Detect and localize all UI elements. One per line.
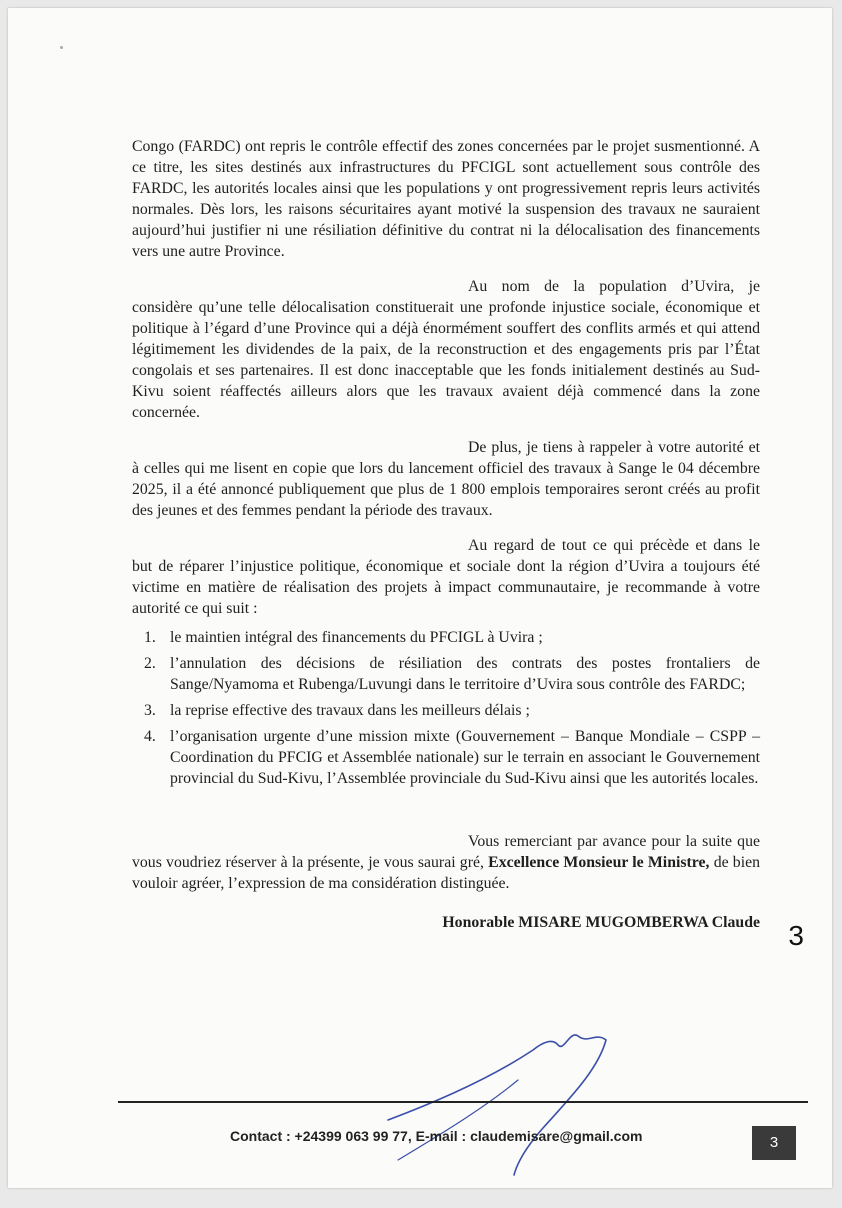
paragraph-employment: De plus, je tiens à rappeler à votre autorité et à celles qui me lisent en copie que lors du lancement officiel des travaux à Sange le 04 décembre 2025, il a été annoncé publiquement que plus de 1 800 emplois temporaires seront créés au profit des jeunes et des femmes pendant la période des travaux. xyxy=(132,439,760,519)
recommendation-list xyxy=(132,627,760,789)
list-item-text: la reprise effective des travaux dans les meilleurs délais ; xyxy=(170,702,530,719)
footer-divider xyxy=(118,1101,808,1103)
signer-name: Honorable MISARE MUGOMBERWA Claude xyxy=(442,914,760,931)
list-item-text: l’annulation des décisions de résiliation des contrats des postes frontaliers de Sange/Nyamoma et Rubenga/Luvungi dans le territoire d’Uvira sous contrôle des FARDC; xyxy=(170,655,760,693)
list-item-number: 2. xyxy=(144,655,156,672)
list-item xyxy=(132,653,760,695)
margin-page-number: 3 xyxy=(788,920,804,951)
closing-addressee: Excellence Monsieur le Ministre, xyxy=(488,854,710,871)
paragraph-injustice: Au nom de la population d’Uvira, je considère qu’une telle délocalisation constituerait une profonde injustice sociale, économique et politique à l’égard d’une Province qui a déjà énormément souffert des conflits armés et qui attend légitimement les dividendes de la paix, de la reconstruction et des engagements pris par l’État congolais et ses partenaires. Il est donc inacceptable que les fonds initialement destinés au Sud-Kivu soient réaffectés ailleurs alors que les travaux avaient déjà commencé dans la zone concernée. xyxy=(132,278,760,421)
footer-page-number: 3 xyxy=(752,1126,796,1160)
closing-text-end: de bien vouloir agréer, l’expression de ma considération distinguée. xyxy=(132,854,761,892)
footer-contact: Contact : +24399 063 99 77, E-mail : claudemisare@gmail.com xyxy=(230,1128,643,1144)
list-item-number: 1. xyxy=(144,629,156,646)
handwritten-signature xyxy=(368,1010,628,1180)
list-item-text: l’organisation urgente d’une mission mixte (Gouvernement – Banque Mondiale – CSPP – Coordination du PFCIG et Assemblée nationale) sur le terrain en associant le Gouvernement provincial du Sud-Kivu, l’Assemblée provinciale du Sud-Kivu ainsi que les autorités locales. xyxy=(170,728,760,787)
closing-text-start: Vous remerciant par avance pour la suite que vous voudriez réserver à la présente, je vous saurai gré, xyxy=(132,833,760,871)
letter-body xyxy=(132,136,760,933)
list-item xyxy=(132,726,760,789)
paragraph-recommendation-intro: Au regard de tout ce qui précède et dans le but de réparer l’injustice politique, économique et sociale dont la région d’Uvira a toujours été victime en matière de réalisation des projets à impact communautaire, je recommande à votre autorité ce qui suit : xyxy=(132,537,760,617)
list-item xyxy=(132,627,760,648)
list-item-number: 4. xyxy=(144,728,156,745)
list-item-text: le maintien intégral des financements du PFCIGL à Uvira ; xyxy=(170,629,543,646)
paragraph-security: Congo (FARDC) ont repris le contrôle effectif des zones concernées par le projet susmentionné. A ce titre, les sites destinés aux infrastructures du PFCIGL sont actuellement sous contrôle des FARDC, les autorités locales ainsi que les populations y ont progressivement repris leurs activités normales. Dès lors, les raisons sécuritaires ayant motivé la suspension des travaux ne sauraient aujourd’hui justifier ni une résiliation définitive du contrat ni la délocalisation des financements vers une autre Province. xyxy=(132,138,760,260)
letter-page xyxy=(8,8,832,1188)
list-item-number: 3. xyxy=(144,702,156,719)
scan-speck xyxy=(60,46,63,49)
closing-paragraph xyxy=(132,831,760,894)
list-item xyxy=(132,700,760,721)
